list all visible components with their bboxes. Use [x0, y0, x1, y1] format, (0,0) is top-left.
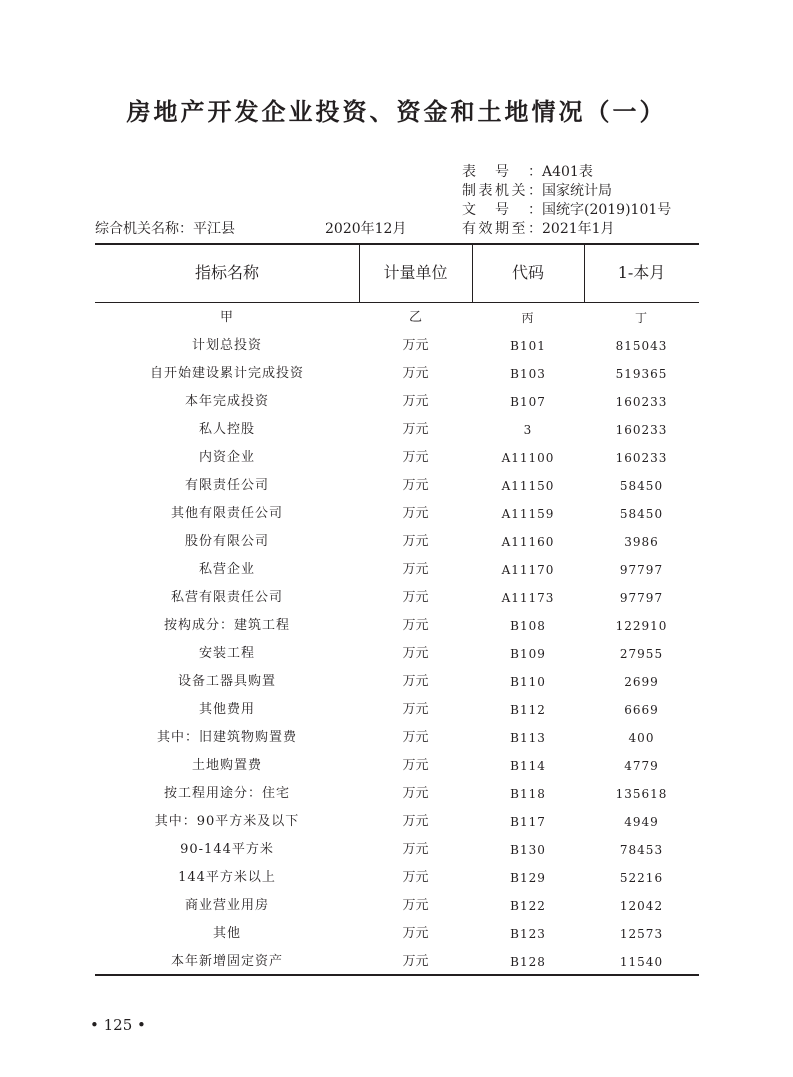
cell-unit: 万元: [402, 506, 429, 521]
cell-value: 52216: [619, 871, 664, 885]
cell-unit: 万元: [402, 618, 429, 633]
table-row: [95, 332, 699, 360]
meta-document-number-key: 文号：: [462, 202, 542, 218]
cell-code: B110: [510, 675, 546, 689]
cell-code: A11150: [501, 479, 555, 493]
table-row: [95, 780, 699, 808]
meta-table-number: [462, 161, 593, 181]
cell-value: 160233: [615, 395, 668, 409]
table-row: [95, 808, 699, 836]
table-row: [95, 668, 699, 696]
cell-value: 122910: [615, 619, 668, 633]
cell-unit: 万元: [402, 758, 429, 773]
cell-unit: 万元: [402, 674, 429, 689]
cell-indicator-name: 商业营业用房: [184, 898, 269, 913]
cell-code: A11159: [501, 507, 555, 521]
table-row: [95, 360, 699, 388]
cell-indicator-name: 按构成分：建筑工程: [163, 618, 290, 633]
cell-unit: 万元: [402, 842, 429, 857]
cell-indicator-name: 股份有限公司: [184, 534, 269, 549]
cell-value: 78453: [619, 843, 664, 857]
cell-indicator-name: 内资企业: [198, 450, 255, 465]
cell-indicator-name: 计划总投资: [191, 338, 262, 353]
meta-document-number-value: 国统字(2019)101号: [542, 202, 672, 218]
cell-unit: 万元: [402, 478, 429, 493]
cell-code: B123: [510, 927, 546, 941]
cell-value: 11540: [619, 955, 664, 969]
cell-unit: 万元: [402, 450, 429, 465]
cell-value: 2699: [624, 675, 659, 689]
cell-unit: 万元: [402, 814, 429, 829]
cell-indicator-name: 私人控股: [198, 422, 255, 437]
cell-code: B109: [510, 647, 546, 661]
cell-code: B117: [510, 815, 546, 829]
cell-value: 160233: [615, 451, 668, 465]
cell-unit: 万元: [402, 422, 429, 437]
cell-unit: 万元: [402, 366, 429, 381]
cell-value: 519365: [615, 367, 668, 381]
cell-unit: 万元: [402, 338, 429, 353]
cell-code: B107: [510, 395, 546, 409]
cell-unit: 万元: [402, 898, 429, 913]
table-row: [95, 388, 699, 416]
cell-value: 58450: [619, 479, 664, 493]
cell-indicator-name: 其中：90平方米及以下: [154, 814, 300, 829]
cell-value: 58450: [619, 507, 664, 521]
table-row: [95, 416, 699, 444]
cell-indicator-name: 其他费用: [198, 702, 255, 717]
cell-indicator-name: 有限责任公司: [184, 478, 269, 493]
meta-valid-until: [462, 218, 615, 238]
cell-unit: 万元: [402, 870, 429, 885]
table-bottom-rule: [95, 974, 699, 976]
cell-code: A11170: [501, 563, 555, 577]
cell-code: 丙: [521, 311, 535, 325]
cell-unit: 万元: [402, 394, 429, 409]
cell-code: B130: [510, 843, 546, 857]
table-row: [95, 724, 699, 752]
cell-indicator-name: 甲: [219, 310, 234, 325]
cell-code: B114: [510, 759, 546, 773]
meta-table-number-value: A401表: [542, 164, 593, 180]
cell-code: B113: [510, 731, 546, 745]
cell-unit: 万元: [402, 590, 429, 605]
cell-unit: 万元: [402, 702, 429, 717]
cell-code: 3: [523, 423, 533, 437]
header-bottom-rule: [95, 302, 699, 303]
cell-value: 3986: [624, 535, 659, 549]
cell-code: B101: [510, 339, 546, 353]
table-row: [95, 864, 699, 892]
cell-value: 97797: [619, 591, 664, 605]
table-row: [95, 472, 699, 500]
table-row: [95, 500, 699, 528]
cell-value: 4949: [624, 815, 659, 829]
page-number: • 125 •: [90, 1016, 146, 1034]
cell-indicator-name: 安装工程: [198, 646, 255, 661]
page-title: 房地产开发企业投资、资金和土地情况（一）: [126, 97, 667, 126]
report-period: 2020年12月: [325, 221, 407, 237]
cell-indicator-name: 按工程用途分：住宅: [163, 786, 290, 801]
cell-indicator-name: 设备工器具购置: [177, 674, 276, 689]
column-header-unit: 计量单位: [383, 263, 448, 282]
table-row: [95, 892, 699, 920]
cell-value: 160233: [615, 423, 668, 437]
table-row: [95, 304, 699, 332]
cell-unit: 万元: [402, 730, 429, 745]
cell-code: B112: [510, 703, 546, 717]
cell-value: 400: [628, 731, 655, 745]
cell-indicator-name: 其他: [212, 926, 241, 941]
table-row: [95, 584, 699, 612]
cell-unit: 万元: [402, 562, 429, 577]
cell-unit: 万元: [402, 534, 429, 549]
cell-code: B128: [510, 955, 546, 969]
meta-authority: [462, 180, 612, 200]
cell-value: 12042: [619, 899, 664, 913]
table-row: [95, 556, 699, 584]
cell-indicator-name: 90-144平方米: [180, 842, 274, 857]
meta-valid-until-key: 有效期至：: [462, 221, 542, 237]
cell-unit: 万元: [402, 786, 429, 801]
table-row: [95, 528, 699, 556]
cell-code: B122: [510, 899, 546, 913]
cell-value: 135618: [615, 787, 668, 801]
cell-indicator-name: 其中：旧建筑物购置费: [156, 730, 297, 745]
cell-code: B103: [510, 367, 546, 381]
table-row: [95, 752, 699, 780]
cell-value: 丁: [634, 311, 648, 325]
table-row: [95, 836, 699, 864]
cell-unit: 万元: [402, 926, 429, 941]
meta-authority-value: 国家统计局: [542, 183, 612, 199]
cell-code: A11173: [501, 591, 555, 605]
column-header-code: 代码: [511, 263, 544, 282]
cell-unit: 万元: [402, 646, 429, 661]
meta-table-number-key: 表号：: [462, 164, 542, 180]
cell-indicator-name: 本年完成投资: [184, 394, 269, 409]
cell-indicator-name: 144平方米以上: [178, 870, 276, 885]
cell-value: 12573: [619, 927, 664, 941]
column-header-indicator: 指标名称: [194, 263, 259, 282]
cell-value: 27955: [619, 647, 664, 661]
meta-valid-until-value: 2021年1月: [542, 221, 615, 237]
cell-code: A11100: [501, 451, 555, 465]
cell-value: 6669: [624, 703, 659, 717]
cell-indicator-name: 本年新增固定资产: [170, 954, 283, 969]
cell-indicator-name: 其他有限责任公司: [170, 506, 283, 521]
cell-value: 4779: [624, 759, 659, 773]
cell-code: B129: [510, 871, 546, 885]
table-row: [95, 640, 699, 668]
cell-unit: 万元: [402, 954, 429, 969]
cell-unit: 乙: [408, 310, 422, 325]
cell-indicator-name: 私营企业: [198, 562, 255, 577]
table-row: [95, 948, 699, 976]
cell-code: A11160: [501, 535, 555, 549]
cell-indicator-name: 土地购置费: [191, 758, 262, 773]
table-body: [95, 304, 699, 976]
cell-value: 815043: [615, 339, 668, 353]
cell-value: 97797: [619, 563, 664, 577]
meta-document-number: [462, 199, 671, 219]
cell-code: B118: [510, 787, 546, 801]
cell-indicator-name: 私营有限责任公司: [170, 590, 283, 605]
table-row: [95, 612, 699, 640]
cell-code: B108: [510, 619, 546, 633]
cell-indicator-name: 自开始建设累计完成投资: [149, 366, 304, 381]
table-row: [95, 696, 699, 724]
table-row: [95, 920, 699, 948]
table-row: [95, 444, 699, 472]
organization-name: 综合机关名称：平江县: [95, 221, 235, 237]
column-header-value: 1-本月: [617, 263, 666, 282]
meta-authority-key: 制表机关：: [462, 183, 542, 199]
